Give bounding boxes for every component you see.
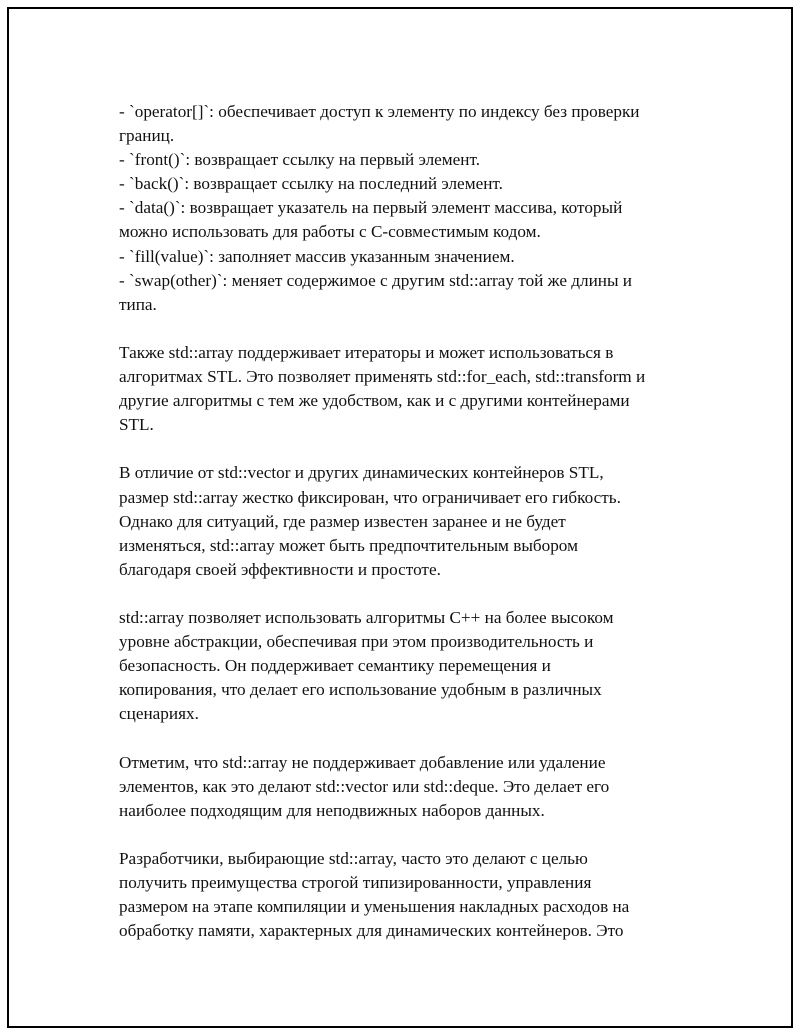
text-line: сценариях. — [119, 704, 199, 724]
text-line: Отметим, что std::array не поддерживает добавление или удаление — [119, 752, 606, 772]
text-line: Также std::array поддерживает итераторы и может использоваться в — [119, 342, 614, 362]
text-line: получить преимущества строгой типизированности, управления — [119, 873, 592, 892]
text-line: Однако для ситуаций, где размер известен заранее и не будет — [119, 511, 566, 531]
paragraph-fixed-size — [119, 461, 709, 581]
text-line: std::array позволяет использовать алгоритмы C++ на более высоком — [119, 607, 614, 627]
text-line: В отличие от std::vector и других динамических контейнеров STL, — [119, 463, 604, 483]
paragraph-abstraction — [119, 606, 709, 726]
document-body — [119, 100, 709, 967]
list-item-operator — [119, 100, 709, 148]
list-item-swap — [119, 269, 709, 317]
text-line: уровне абстракции, обеспечивая при этом производительность и — [119, 632, 594, 652]
paragraph-limitations — [119, 751, 709, 823]
text-line: - `front()`: возвращает ссылку на первый элемент. — [119, 150, 480, 170]
text-line: безопасность. Он поддерживает семантику перемещения и — [119, 656, 551, 676]
text-line: алгоритмах STL. Это позволяет применять std::for_each, std::transform и — [119, 367, 646, 387]
text-line: обработку памяти, характерных для динамических контейнеров. Это — [119, 921, 624, 941]
text-line: наиболее подходящим для неподвижных наборов данных. — [119, 800, 545, 820]
text-line: Разработчики, выбирающие std::array, часто это делают с целью — [119, 848, 588, 868]
text-line: типа. — [119, 294, 157, 314]
text-line: - `swap(other)`: меняет содержимое с другим std::array той же длины и — [119, 270, 633, 290]
text-line: STL. — [119, 415, 154, 435]
list-item-front — [119, 148, 709, 172]
text-line: можно использовать для работы с C-совместимым кодом. — [119, 222, 541, 242]
text-line: размером на этапе компиляции и уменьшения накладных расходов на — [119, 897, 630, 917]
paragraph-iterators — [119, 341, 709, 437]
text-line: другие алгоритмы с тем же удобством, как и с другими контейнерами — [119, 391, 630, 411]
list-item-fill — [119, 245, 709, 269]
text-line: - `operator[]`: обеспечивает доступ к элементу по индексу без проверки — [119, 102, 640, 121]
text-line: элементов, как это делают std::vector или std::deque. Это делает его — [119, 776, 610, 796]
text-line: - `data()`: возвращает указатель на первый элемент массива, который — [119, 198, 623, 218]
text-line: копирования, что делает его использование удобным в различных — [119, 680, 602, 700]
text-line: благодаря своей эффективности и простоте. — [119, 559, 441, 579]
text-line: границ. — [119, 126, 175, 146]
list-item-data — [119, 196, 709, 244]
text-line: - `fill(value)`: заполняет массив указанным значением. — [119, 246, 515, 266]
document-page — [7, 7, 793, 1028]
paragraph-developers — [119, 847, 709, 943]
text-line: размер std::array жестко фиксирован, что ограничивает его гибкость. — [119, 487, 621, 507]
text-line: - `back()`: возвращает ссылку на последний элемент. — [119, 174, 503, 194]
method-list — [119, 100, 709, 317]
text-line: изменяться, std::array может быть предпочтительным выбором — [119, 535, 578, 555]
list-item-back — [119, 172, 709, 196]
